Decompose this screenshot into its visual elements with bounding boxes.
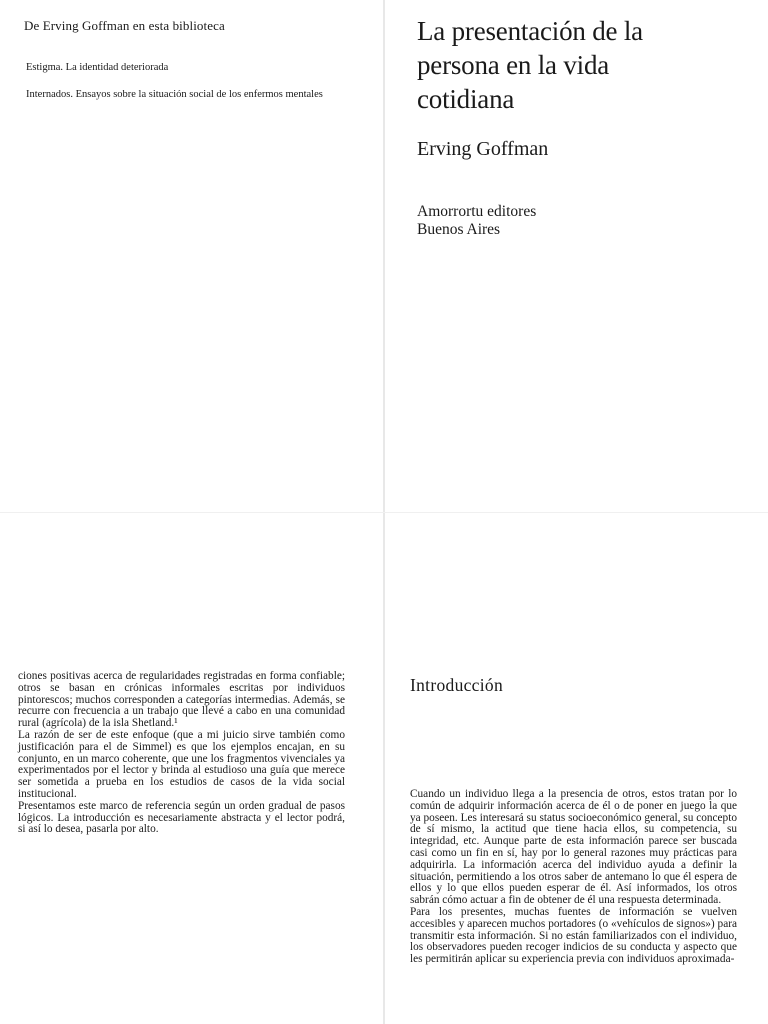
body-paragraph: Para los presentes, muchas fuentes de información se vuelven accesibles y aparecen muchos portadores (o «vehículos de signos») para transmitir esta información. Si no están familiarizados con el individuo, los observadores pueden recoger indicios de su conducta y aspecto que les permitirán aplicar su experiencia previa con individuos aproximada-	[410, 905, 737, 966]
book-author: Erving Goffman	[417, 138, 549, 160]
body-paragraph: Cuando un individuo llega a la presencia de otros, estos tratan por lo común de adquirir información acerca de él o de poner en juego la que ya poseen. Les interesará su status socioeconómico general, su concepto de sí mismo, la actitud que tiene hacia ellos, su competencia, su integridad, etc. Aunque parte de esta información parece ser buscada casi como un fin en sí, hay por lo general razones muy prácticas para adquirirla. La información acerca del individuo ayuda a definir la situación, permitiendo a los otros saber de antemano lo que él espera de ellos y lo que ellos pueden esperar de él. Así informados, los otros sabrán cómo actuar a fin de obtener de él una respuesta determinada.	[410, 788, 737, 907]
book-title-line: La presentación de la	[417, 16, 643, 46]
book-title	[417, 14, 757, 116]
publisher	[417, 203, 757, 239]
other-books-heading: De Erving Goffman en esta biblioteca	[24, 18, 225, 33]
body-paragraph: ciones positivas acerca de regularidades registradas en forma confiable; otros se basan en crónicas informales escritas por individuos pintorescos; muchos corresponden a categorías intermedias. Además, se recurre con frecuencia a un trabajo que llevé a cabo en una comunidad rural (agrícola) de la isla Shetland.¹	[18, 670, 345, 730]
other-books-page	[18, 18, 368, 115]
book-item: Internados. Ensayos sobre la situación social de los enfermos mentales	[26, 88, 323, 100]
publisher-name: Amorrortu editores	[417, 203, 537, 220]
introduction-body	[410, 789, 737, 966]
page-divider	[0, 512, 768, 513]
preface-continued-page	[18, 671, 345, 836]
book-title-line: persona en la vida	[417, 50, 610, 80]
body-paragraph: Presentamos este marco de referencia según un orden gradual de pasos lógicos. La introducción es necesariamente abstracta y el lector podrá, si así lo desea, pasarla por alto.	[18, 799, 345, 836]
book-title-line: cotidiana	[417, 84, 515, 114]
chapter-heading: Introducción	[410, 675, 504, 695]
body-paragraph: La razón de ser de este enfoque (que a mi juicio sirve también como justificación para el de Simmel) es que los ejemplos encajan, en su conjunto, en un marco coherente, que une los fragmentos vivenciales ya experimentados por el lector y brinda al estudioso una guía que merece ser sometida a prueba en los estudios de casos de la vida social institucional.	[18, 728, 345, 800]
book-item: Estigma. La identidad deteriorada	[26, 62, 169, 73]
publisher-city: Buenos Aires	[417, 221, 501, 238]
title-page	[417, 14, 757, 239]
introduction-page	[410, 675, 737, 966]
